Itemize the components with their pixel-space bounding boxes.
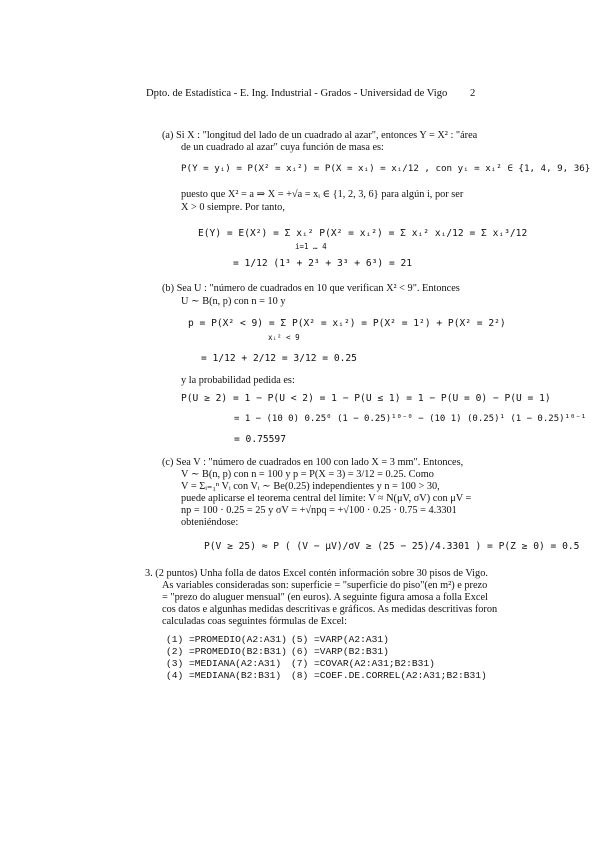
part-b-line-2: U ∼ B(n, p) con n = 10 y: [181, 296, 286, 307]
part-c-line-3: V = Σᵢ₌₁ⁿ Vᵢ con Vᵢ ∼ Be(0.25) independientes y n = 100 > 30,: [181, 481, 440, 492]
part-a-line-2: de un cuadrado al azar" cuya función de masa es:: [181, 142, 384, 153]
formula-3: (3) =MEDIANA(A2:A31): [166, 658, 282, 669]
part-a-equation-2: E(Y) = E(X²) = Σ xᵢ² P(X² = xᵢ²) = Σ xᵢ² xᵢ/12 = Σ xᵢ³/12: [198, 228, 528, 239]
part-c-line-4: puede aplicarse el teorema central del límite: V ≈ N(μV, σV) con μV =: [181, 493, 472, 504]
part-b-line-3: y la probabilidad pedida es:: [181, 375, 295, 386]
item-3-line-3: = "prezo do aluguer mensual" (en euros). A seguinte figura amosa a folla Excel: [162, 592, 488, 603]
part-a-line-3: puesto que X² = a ⇒ X = +√a = xᵢ ∈ {1, 2, 3, 6} para algún i, por ser: [181, 189, 464, 200]
formula-1: (1) =PROMEDIO(A2:A31): [166, 634, 287, 645]
part-a-line-4: X > 0 siempre. Por tanto,: [181, 202, 285, 213]
part-a-equation-3: = 1/12 (1³ + 2³ + 3³ + 6³) = 21: [233, 258, 413, 269]
page-number: 2: [470, 88, 476, 99]
part-b-equation-2: = 1/12 + 2/12 = 3/12 = 0.25: [201, 353, 357, 364]
formula-4: (4) =MEDIANA(B2:B31): [166, 670, 282, 681]
formula-2: (2) =PROMEDIO(B2:B31): [166, 646, 287, 657]
part-b-sum-limits: xᵢ² < 9: [268, 333, 300, 342]
part-c-line-5: np = 100 · 0.25 = 25 y σV = +√npq = +√100 · 0.25 · 0.75 = 4.3301: [181, 505, 457, 516]
formula-6: (6) =VARP(B2:B31): [291, 646, 389, 657]
part-a-sum-limits: i=1 … 4: [295, 242, 327, 251]
item-3-line-2: As variables consideradas son: superficie = "superficie do piso"(en m²) e prezo: [162, 580, 488, 591]
part-a-equation-1: P(Y = yᵢ) = P(X² = xᵢ²) = P(X = xᵢ) = xᵢ/12 , con yᵢ = xᵢ² ∈ {1, 4, 9, 36}: [181, 163, 591, 174]
part-b-equation-4: = 1 − (10 0) 0.25⁰ (1 − 0.25)¹⁰⁻⁰ − (10 1) (0.25)¹ (1 − 0.25)¹⁰⁻¹: [234, 414, 587, 424]
formula-7: (7) =COVAR(A2:A31;B2:B31): [291, 658, 435, 669]
part-b-equation-5: = 0.75597: [234, 434, 286, 445]
formula-8: (8) =COEF.DE.CORREL(A2:A31;B2:B31): [291, 670, 487, 681]
formula-5: (5) =VARP(A2:A31): [291, 634, 389, 645]
part-b-line-1: (b) Sea U : "número de cuadrados en 10 que verifican X² < 9". Entonces: [162, 283, 460, 294]
part-a-line-1: (a) Si X : "longitud del lado de un cuadrado al azar", entonces Y = X² : "área: [162, 130, 478, 141]
item-3-line-5: calculadas coas seguintes fórmulas de Excel:: [162, 616, 347, 627]
part-b-equation-3: P(U ≥ 2) = 1 − P(U < 2) = 1 − P(U ≤ 1) = 1 − P(U = 0) − P(U = 1): [181, 393, 551, 404]
part-c-line-2: V ∼ B(n, p) con n = 100 y p = P(X = 3) = 3/12 = 0.25. Como: [181, 469, 434, 480]
page-header: Dpto. de Estadística - E. Ing. Industrial - Grados - Universidad de Vigo: [146, 88, 448, 99]
part-b-equation-1: p = P(X² < 9) = Σ P(X² = xᵢ²) = P(X² = 1²) + P(X² = 2²): [188, 318, 506, 329]
item-3-line-4: cos datos e algunhas medidas descritivas e gráficos. As medidas descritivas foron: [162, 604, 498, 615]
part-c-line-6: obteniéndose:: [181, 517, 239, 528]
part-c-line-1: (c) Sea V : "número de cuadrados en 100 con lado X = 3 mm". Entonces,: [162, 457, 464, 468]
item-3-line-1: 3. (2 puntos) Unha folla de datos Excel contén información sobre 30 pisos de Vigo.: [145, 568, 488, 579]
part-c-equation-1: P(V ≥ 25) ≈ P ( (V − μV)/σV ≥ (25 − 25)/4.3301 ) = P(Z ≥ 0) = 0.5: [204, 541, 580, 552]
